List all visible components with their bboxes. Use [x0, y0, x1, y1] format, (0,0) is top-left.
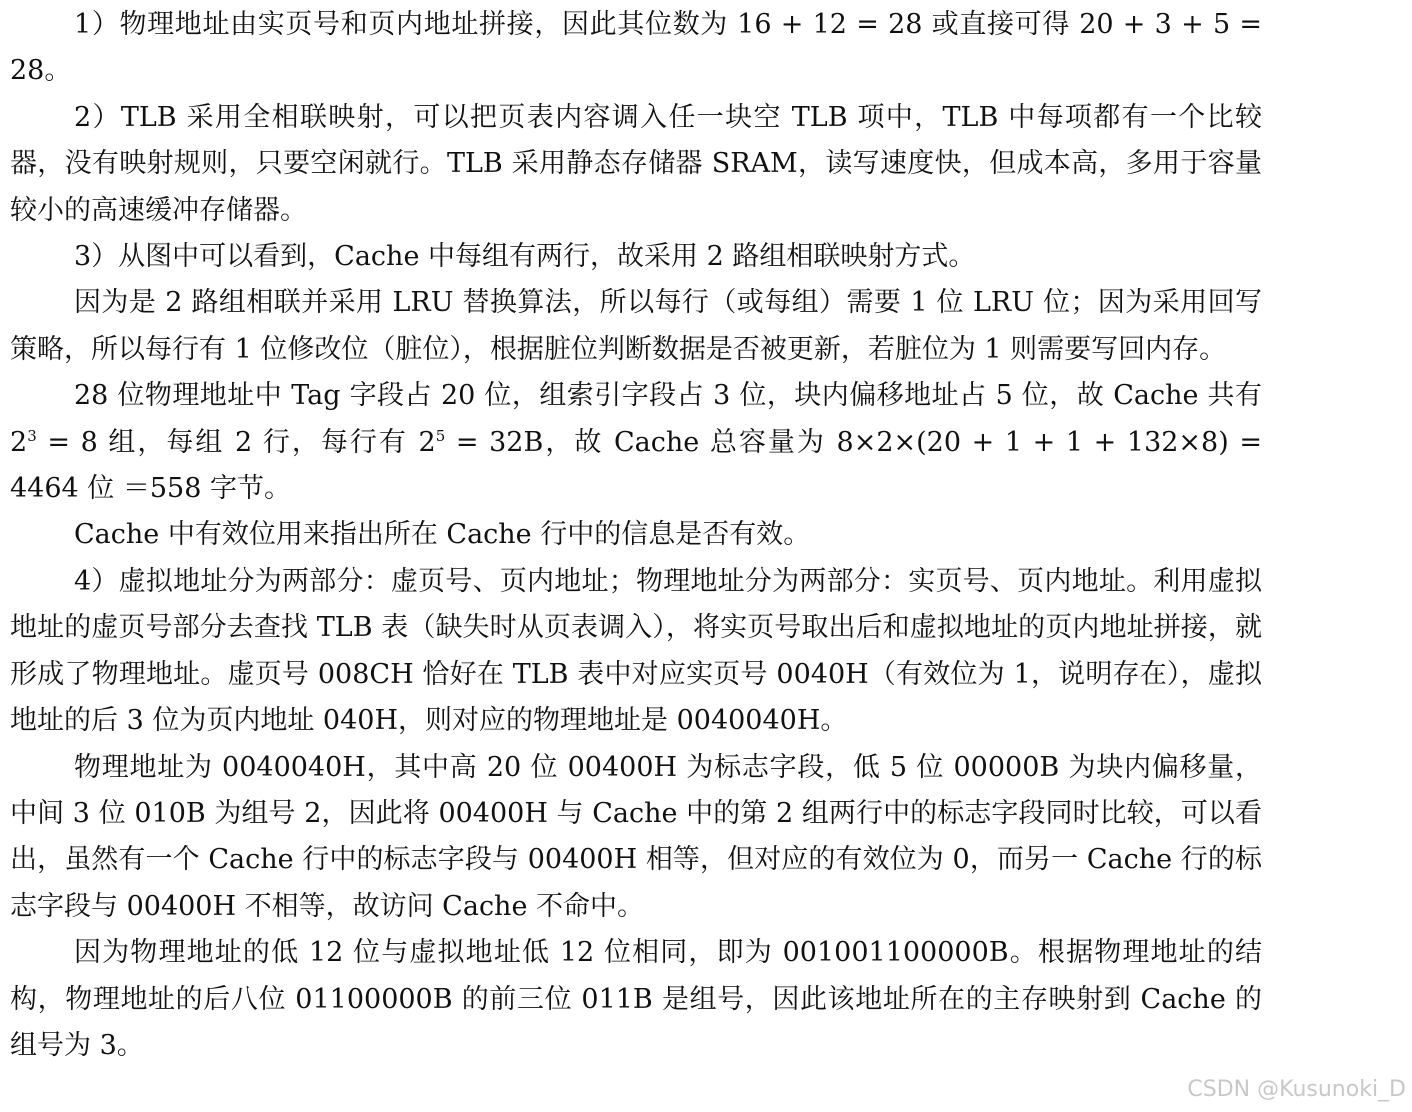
superscript-5: 5	[435, 426, 446, 445]
paragraph-9: 因为物理地址的低 12 位与虚拟地址低 12 位相同，即为 001001100000B。根据物理地址的结构，物理地址的后八位 01100000B 的前三位 011B 是组号，因此该地址所在的主存映射到 Cache 的组号为 3。	[10, 937, 1262, 1061]
watermark: CSDN @Kusunoki_D	[1187, 1077, 1406, 1102]
paragraph-5	[10, 373, 1262, 512]
paragraph-3: 3）从图中可以看到，Cache 中每组有两行，故采用 2 路组相联映射方式。	[74, 241, 976, 273]
paragraph-5-part-b: = 8 组，每组 2 行，每行有 2	[36, 426, 436, 458]
paragraph-8: 物理地址为 0040040H，其中高 20 位 00400H 为标志字段，低 5 位 00000B 为块内偏移量，中间 3 位 010B 为组号 2，因此将 00400H 与 Cache 中的第 2 组两行中的标志字段同时比较，可以看出，虽然有一个 Cache 行中的标志字段与 00400H 相等，但对应的有效位为 0，而另一 Cache 行的标志字段与 00400H 不相等，故访问 Cache 不命中。	[10, 751, 1262, 922]
paragraph-5-part-a: 28 位物理地址中 Tag 字段占 20 位，组索引字段占 3 位，块内偏移地址占 5 位，故 Cache 共有 2	[10, 380, 1262, 458]
superscript-3: 3	[27, 426, 37, 445]
paragraph-4: 因为是 2 路组相联并采用 LRU 替换算法，所以每行（或每组）需要 1 位 LRU 位；因为采用回写策略，所以每行有 1 位修改位（脏位），根据脏位判断数据是否被更新，若脏位为 1 则需要写回内存。	[10, 287, 1262, 365]
paragraph-2: 2）TLB 采用全相联映射，可以把页表内容调入任一块空 TLB 项中，TLB 中每项都有一个比较器，没有映射规则，只要空闲就行。TLB 采用静态存储器 SRAM，读写速度快，但成本高，多用于容量较小的高速缓冲存储器。	[10, 101, 1262, 226]
paragraph-7: 4）虚拟地址分为两部分：虚页号、页内地址；物理地址分为两部分：实页号、页内地址。利用虚拟地址的虚页号部分去查找 TLB 表（缺失时从页表调入），将实页号取出后和虚拟地址的页内地址拼接，就形成了物理地址。虚页号 008CH 恰好在 TLB 表中对应实页号 0040H（有效位为 1，说明存在），虚拟地址的后 3 位为页内地址 040H，则对应的物理地址是 0040040H。	[10, 565, 1262, 737]
paragraph-5-part-c: = 32B，故 Cache 总容量为 8×2×(20 + 1 + 1 + 132×8) = 4464 位 ＝558 字节。	[10, 426, 1262, 505]
paragraph-1: 1）物理地址由实页号和页内地址拼接，因此其位数为 16 + 12 = 28 或直接可得 20 + 3 + 5 = 28。	[10, 9, 1262, 87]
document-body	[10, 2, 1262, 1069]
paragraph-6: Cache 中有效位用来指出所在 Cache 行中的信息是否有效。	[74, 519, 811, 551]
